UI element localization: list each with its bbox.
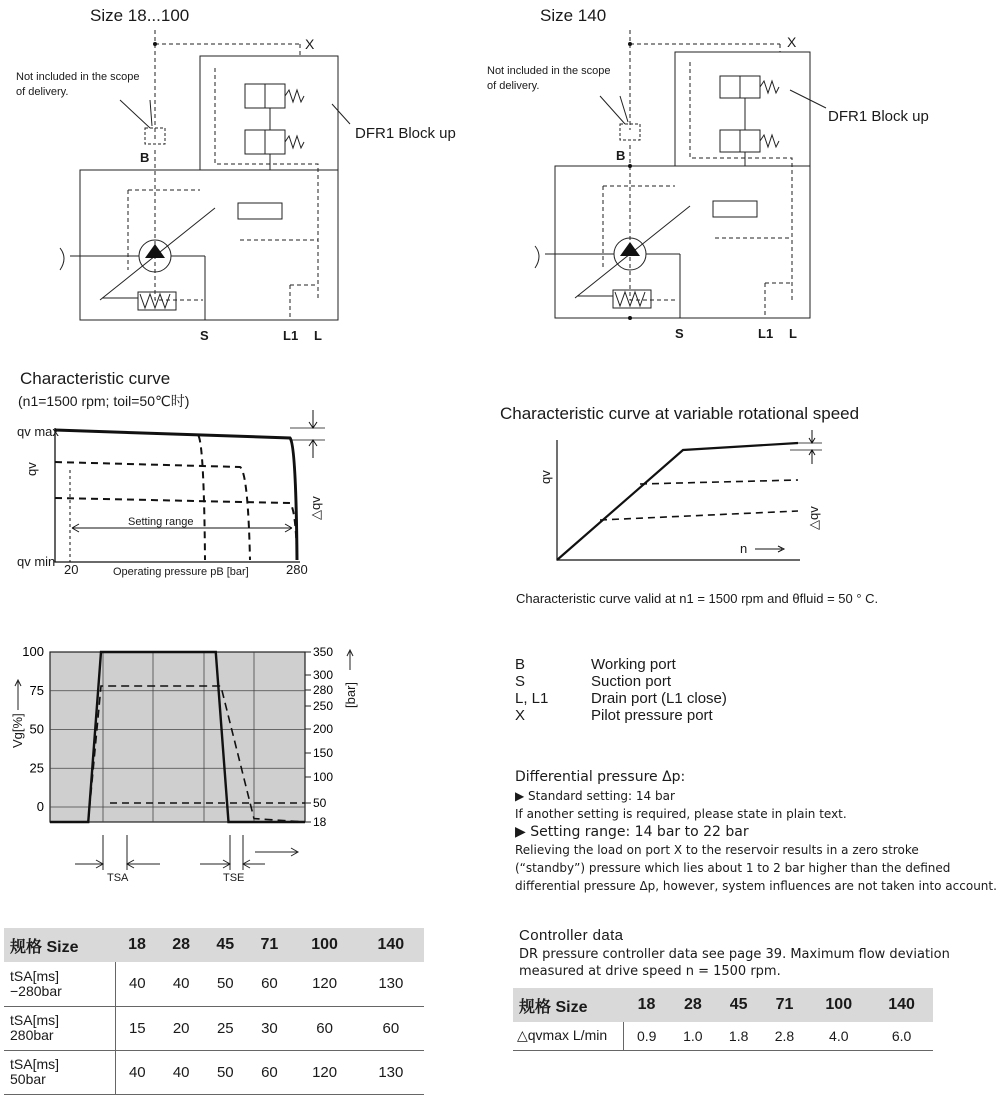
y2-tick-label: 100 [313,770,334,784]
table-cell: 130 [378,975,404,993]
speed-curve-note: Characteristic curve valid at n1 = 1500 rpm and θfluid = 50 ° C. [516,591,879,606]
diff-range: ▶ Setting range: 14 bar to 22 bar [515,824,749,840]
table-row [513,1022,933,1050]
port-desc: Drain port (L1 close) [591,690,727,707]
table-cell: 40 [128,975,146,993]
schematic-right-title: Size 140 [540,6,607,25]
row-label [4,962,115,1006]
table-cell: 40 [172,1063,190,1081]
port-x-right: X [787,34,797,50]
y-tick-label: 0 [36,799,44,814]
ports-table [515,656,727,724]
table-header: 45 [216,936,235,953]
port-b-left: B [140,150,150,165]
row-label [4,1006,115,1050]
list-item [515,656,727,673]
row-label [4,1050,115,1094]
table-cell: 15 [128,1019,146,1037]
y2-tick-label: 250 [313,699,334,713]
port-x-left: X [305,36,315,52]
diff-p3: differential pressure Δp, however, system influences are not taken into account. [515,879,997,893]
row-label-line2: −280bar [10,982,62,999]
row-label-line1: tSA[ms] [10,1056,60,1072]
table-header: 140 [888,996,915,1013]
controller-title: Controller data [519,927,624,944]
speed-qv-label: qv [538,470,553,484]
setting-range-label: Setting range [128,516,194,528]
table-row [4,1050,424,1094]
schematic-right-note: Not included in the scope of delivery. [487,65,611,92]
port-code: L, L1 [515,690,549,707]
chart-ylabel: Vg[%] [10,713,25,748]
table-header-size: 规格 Size [519,998,588,1016]
time-label-tse: TSE [223,872,245,884]
y2-tick-label: 150 [313,746,334,760]
speed-curve-title: Characteristic curve at variable rotational speed [500,404,860,423]
char-curve-subtitle: (n1=1500 rpm; toil=50℃时) [18,393,190,409]
row-label-line2: 50bar [10,1071,46,1087]
table-cell: 60 [382,1019,400,1037]
table-cell: 50 [216,1063,234,1081]
table-header: 71 [260,936,279,953]
table-cell: 1.8 [728,1027,749,1044]
table-cell: 130 [378,1063,404,1081]
dq-row-label: △qvmax L/min [513,1022,623,1050]
diff-p2: (“standby”) pressure which lies about 1 to 2 bar higher than the defined [515,861,951,875]
port-desc: Suction port [591,673,672,690]
qv-axis-label: qv [24,462,39,476]
diff-pressure-block [515,767,997,895]
controller-block [519,926,950,980]
chart-y2label: [bar] [343,681,358,708]
table-cell: 40 [128,1063,146,1081]
schematic-left-title: Size 18...100 [90,6,190,25]
table-cell: 6.0 [891,1027,912,1044]
x-axis-label: Operating pressure pB [bar] [113,566,249,578]
y2-tick-label: 200 [313,722,334,736]
port-desc: Pilot pressure port [591,707,713,724]
speed-n-label: n [740,541,748,556]
table-header: 140 [377,936,405,953]
x-end-label: 280 [286,562,308,577]
table-cell: 60 [261,1063,278,1081]
list-item [515,690,727,707]
table-cell: 1.0 [683,1027,703,1044]
list-item [515,673,727,690]
table-cell: 20 [172,1019,190,1037]
port-s-left: S [200,328,209,343]
schematic-right-dfr-label: DFR1 Block up [828,108,929,125]
y-tick-label: 25 [29,760,44,776]
x-start-label: 20 [64,562,79,577]
diff-std: ▶ Standard setting: 14 bar [515,789,675,803]
table-header: 28 [683,996,702,1013]
table-cell: 2.8 [774,1027,795,1044]
port-l1-left: L1 [283,328,299,343]
table-cell: 0.9 [637,1027,657,1044]
port-desc: Working port [591,656,676,673]
table-row [4,962,424,1006]
list-item [515,707,727,724]
row-label-line1: tSA[ms] [10,967,60,984]
y2-tick-label: 300 [313,668,334,682]
chart-plot-area [50,652,305,822]
table-cell: 60 [261,975,278,993]
port-s-right: S [675,326,684,341]
y-tick-label: 50 [29,721,44,737]
port-l-left: L [314,328,322,343]
port-code: X [515,707,526,724]
dq-table [513,988,933,1051]
table-cell: 50 [216,975,234,993]
qv-max-label: qv max [17,424,59,439]
diff-pressure-title: Differential pressure Δp: [515,769,686,785]
char-curve-title: Characteristic curve [20,369,171,388]
port-code: S [515,673,526,690]
diff-other: If another setting is required, please state in plain text. [515,807,847,821]
port-l-right: L [789,326,797,341]
table-cell: 60 [316,1019,333,1037]
y2-tick-label: 280 [313,683,334,697]
time-label-tsa: TSA [107,872,129,884]
table-cell: 25 [216,1019,234,1037]
y2-tick-label: 50 [313,796,327,810]
table-header: 18 [128,936,146,953]
port-b-right: B [616,148,626,163]
schematic-left-dfr-label: DFR1 Block up [355,125,456,142]
y-tick-label: 75 [29,682,44,698]
table-header-size: 规格 Size [10,938,79,956]
table-header: 100 [311,936,338,953]
table-header: 100 [825,996,853,1013]
port-code: B [515,656,526,673]
controller-line2: measured at drive speed n = 1500 rpm. [519,964,781,979]
table-cell: 120 [312,1063,338,1081]
y-tick-label: 100 [22,644,44,659]
table-header: 28 [172,936,191,953]
y2-tick-label: 350 [313,645,334,659]
table-cell: 40 [172,975,190,993]
y2-tick-label: 18 [313,815,327,829]
table-cell: 30 [261,1019,278,1037]
port-l1-right: L1 [758,326,774,341]
table-row [4,1006,424,1050]
schematic-left-note: Not included in the scope of delivery. [16,71,140,98]
diff-p1: Relieving the load on port X to the reservoir results in a zero stroke [515,843,919,857]
row-label-line1: tSA[ms] [10,1012,60,1028]
delta-qv-label: △qv [308,496,323,520]
table-cell: 120 [312,975,338,993]
qv-min-label: qv min [17,554,56,569]
table-header: 18 [637,996,656,1013]
table-header: 71 [775,996,794,1013]
table-header: 45 [729,996,748,1013]
speed-delta-qv-label: △qv [806,506,821,530]
table-cell: 4.0 [829,1027,849,1044]
response-chart [0,0,380,880]
controller-line1: DR pressure controller data see page 39. Maximum flow deviation [519,947,950,962]
row-label-line2: 280bar [10,1027,54,1043]
tsa-table [4,928,424,1095]
